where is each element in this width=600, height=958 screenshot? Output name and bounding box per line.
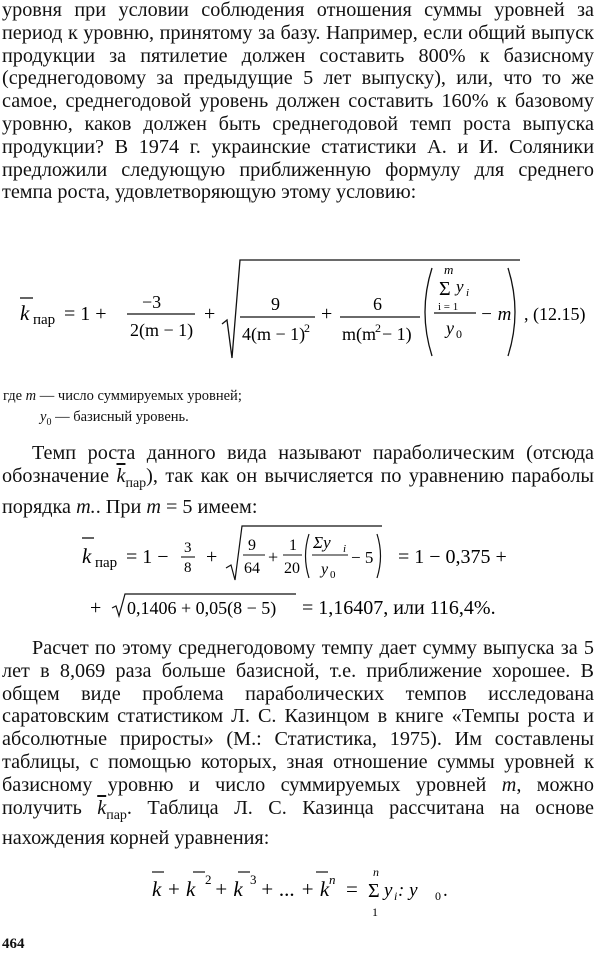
inner-num: Σy <box>313 533 331 552</box>
f1-num: 3 <box>184 540 192 556</box>
sum-top: n <box>373 865 379 879</box>
where-m <box>3 387 242 405</box>
k-subscript: пар <box>95 555 118 571</box>
frac3-exp: 2 <box>375 321 381 335</box>
k-subscript: пар <box>125 475 147 491</box>
sum-bottom: 1 <box>372 905 378 919</box>
k-par-symbol <box>20 298 55 328</box>
inner-den-sub: 0 <box>330 569 336 581</box>
paragraph-intro <box>2 0 594 204</box>
paragraph-parabolic <box>2 442 594 518</box>
plus-k: + k <box>214 877 243 901</box>
inner-sub: i <box>343 543 347 555</box>
exp3: 3 <box>250 872 257 887</box>
plus-1: + <box>206 546 218 568</box>
paragraph-text: уровня при условии соблюдения отношения суммы уровней за период к уровню, принятому за базу. Например, если общий выпуск продукции за пятилетие должен составить 800% к базисному (среднегодовому за предыдущие 5 лет выпуску), или, что то же самое, среднегодовой уровень должен составить 160% к базовому уровню, каков должен быть среднегодовой темп роста выпуска продукции? В 1974 г. украинские статистики А. и И. Соляники предложили следующую приближенную формулу для среднего темпа роста, удовлетворяющую этому условию: <box>2 0 594 204</box>
formula-label: , (12.15) <box>524 304 586 324</box>
k-subscript: пар <box>33 312 56 328</box>
m-symbol: m <box>501 773 517 796</box>
p3-text-1: Расчет по этому среднегодовому темпу дает сумму выпуска за 5 лет в 8,069 раза больше базисной, т.е. приближение хорошее. В общем виде проблема параболических темпов исследована саратовским статистиком Л. С. Казинцом в книге «Темпы роста и абсолютные приросты» (М.: Статистика, 1975). Им составлены таблицы, с помощью которых, зная отношение суммы уровней к базисному уровню и число суммируемых уровней <box>2 637 594 796</box>
k-symbol: $\overline{k}$ <box>116 464 126 487</box>
p2-text-4: = 5 имеем: <box>160 495 258 518</box>
period: . <box>443 880 448 901</box>
plus-2: + <box>321 303 333 325</box>
m-symbol: m <box>146 495 161 518</box>
minus5: − 5 <box>351 548 374 567</box>
m-symbol: m <box>25 388 37 404</box>
y-symbol: y <box>40 409 47 425</box>
lhs: k + k <box>152 877 196 901</box>
y0-var: y <box>446 318 454 338</box>
line2-plus: + <box>90 597 102 619</box>
frac2-exp: 2 <box>304 321 310 335</box>
sigma: Σ <box>439 278 451 300</box>
left-paren <box>425 268 432 356</box>
y-subscript: 0 <box>46 416 52 428</box>
y0-definition: — базисный уровень. <box>51 409 189 425</box>
m-symbol: m. <box>76 495 96 518</box>
k-letter: k <box>82 544 92 568</box>
frac1-den: 2(m − 1) <box>130 320 194 340</box>
sum-top: m <box>444 262 454 277</box>
formula-example <box>0 520 600 630</box>
p2-text-2: ), так как он вычисляется по уравнению параболы порядка <box>2 464 594 518</box>
equals: = <box>346 877 358 901</box>
formula-12-15 <box>0 254 600 374</box>
plus-1: + <box>204 303 216 325</box>
line1-start: = 1 − <box>126 546 169 568</box>
f2-den: 64 <box>244 560 260 577</box>
k-symbol: $\overline{k}$ <box>97 796 107 819</box>
exp2: 2 <box>205 872 212 887</box>
line2-radicand: 0,1406 + 0,05(8 − 5) <box>127 598 277 618</box>
right-paren <box>377 534 381 578</box>
frac3-den-tail: − 1) <box>382 324 412 344</box>
where-y0 <box>40 408 189 432</box>
line2-end: = 1,16407, или 116,4%. <box>302 597 496 619</box>
f2-num: 9 <box>248 537 256 554</box>
m-definition: — число суммируемых уровней; <box>36 388 242 404</box>
sum-sub: i <box>466 287 470 299</box>
where-label: где <box>3 388 23 404</box>
inner-den: y <box>321 561 329 578</box>
sum-bottom: i = 1 <box>438 301 459 313</box>
sum-var: y <box>456 277 464 296</box>
plus-2: + <box>268 547 279 567</box>
frac1-num: −3 <box>142 292 162 312</box>
y-sub: i <box>394 889 398 903</box>
f3-den: 20 <box>284 560 300 577</box>
frac2-den: 4(m − 1) <box>242 324 306 344</box>
page-number: 464 <box>2 936 25 952</box>
p2-text-1: Темп роста данного вида называют параболическим (отсюда обозначение <box>2 442 594 487</box>
sigma: Σ <box>368 880 380 902</box>
k-letter: k <box>20 301 30 325</box>
colon-y: : y <box>398 880 418 901</box>
k-subscript: пар <box>106 807 127 823</box>
dots: + ... + k <box>260 877 330 901</box>
eq-rhs: = 1 + <box>64 303 107 325</box>
line1-end: = 1 − 0,375 + <box>398 546 507 568</box>
p2-text-3: . При <box>95 495 147 518</box>
expn: n <box>329 872 336 887</box>
f3-num: 1 <box>289 537 297 554</box>
p3-text-2: , можно получить <box>2 773 594 819</box>
y0-sub: 0 <box>435 889 441 903</box>
frac2-num: 9 <box>271 294 280 314</box>
frac3-num: 6 <box>373 294 382 314</box>
y-var: y <box>384 880 393 901</box>
frac3-den: m(m <box>342 324 376 344</box>
minus-m: − m <box>480 304 512 325</box>
left-paren <box>306 534 310 578</box>
f1-den: 8 <box>184 560 192 576</box>
paragraph-kazinets <box>2 637 594 850</box>
y0-sub: 0 <box>456 327 462 341</box>
p3-text-3: . Таблица Л. С. Казинца рассчитана на основе нахождения корней уравнения: <box>2 796 594 850</box>
formula-roots <box>0 862 600 922</box>
